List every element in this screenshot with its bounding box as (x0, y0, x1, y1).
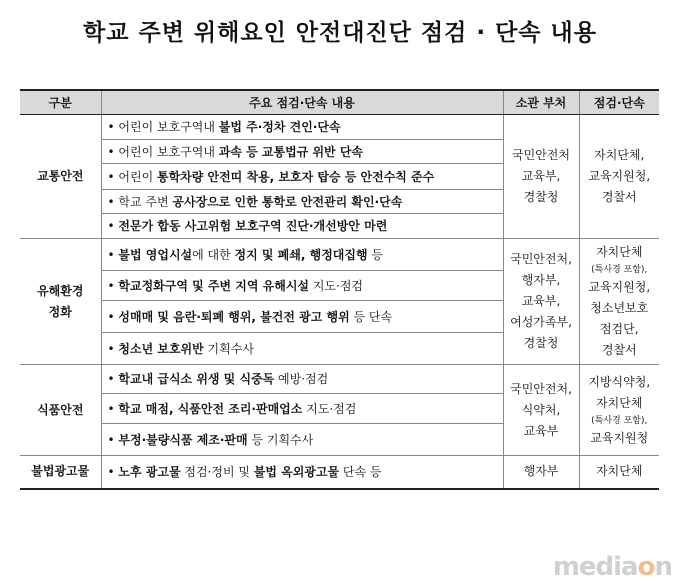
content-item: • 전문가 합동 사고위험 보호구역 진단·개선방안 마련 (101, 214, 503, 239)
content-item: • 학교 주변 공사장으로 인한 통학로 안전관리 확인·단속 (101, 190, 503, 214)
header-inspector: 점검·단속 (579, 90, 659, 115)
page-title: 학교 주변 위해요인 안전대진단 점검 · 단속 내용 (83, 20, 597, 46)
content-item: • 학교정화구역 및 주변 지역 유해시설 지도·점검 (101, 271, 503, 301)
inspector-cell: 자치단체 (특사경 포함), 교육지원청, 청소년보호 점검단, 경찰서 (579, 239, 659, 365)
header-dept: 소관 부처 (503, 90, 579, 115)
header-content: 주요 점검·단속 내용 (101, 90, 503, 115)
inspector-cell: 자치단체 (579, 456, 659, 489)
table-row (20, 456, 659, 489)
watermark-logo: mediaon (552, 552, 672, 582)
table-header-row (20, 90, 659, 115)
content-item: • 청소년 보호위반 기획수사 (101, 333, 503, 365)
inspection-table (20, 89, 659, 490)
inspector-cell: 지방식약청, 자치단체 (특사경 포함), 교육지원청 (579, 365, 659, 456)
content-item: • 불법 영업시설에 대한 정지 및 폐쇄, 행정대집행 등 (101, 239, 503, 271)
dept-cell: 국민안전처 교육부, 경찰청 (503, 115, 579, 239)
content-item: • 학교내 급식소 위생 및 식중독 예방·점검 (101, 365, 503, 394)
header-category: 구분 (20, 90, 101, 115)
content-item: • 노후 광고물 점검·정비 및 불법 옥외광고물 단속 등 (101, 456, 503, 489)
table-row (20, 365, 659, 394)
category-cell: 유해환경 정화 (20, 239, 101, 365)
inspector-cell: 자치단체, 교육지원청, 경찰서 (579, 115, 659, 239)
dept-cell: 국민안전처, 식약처, 교육부 (503, 365, 579, 456)
content-item: • 부정·불량식품 제조·판매 등 기획수사 (101, 424, 503, 456)
table-row (20, 115, 659, 140)
content-item: • 학교 매점, 식품안전 조리·판매업소 지도·점검 (101, 394, 503, 424)
dept-cell: 행자부 (503, 456, 579, 489)
category-cell: 식품안전 (20, 365, 101, 456)
content-item: • 어린이 통학차량 안전띠 착용, 보호자 탑승 등 안전수칙 준수 (101, 164, 503, 190)
content-item: • 성매매 및 음란·퇴폐 행위, 불건전 광고 행위 등 단속 (101, 301, 503, 333)
content-item: • 어린이 보호구역내 불법 주·정차 견인·단속 (101, 115, 503, 140)
dept-cell: 국민안전처, 행자부, 교육부, 여성가족부, 경찰청 (503, 239, 579, 365)
content-item: • 어린이 보호구역내 과속 등 교통법규 위반 단속 (101, 140, 503, 164)
category-cell: 불법광고물 (20, 456, 101, 489)
category-cell: 교통안전 (20, 115, 101, 239)
table-row (20, 239, 659, 271)
